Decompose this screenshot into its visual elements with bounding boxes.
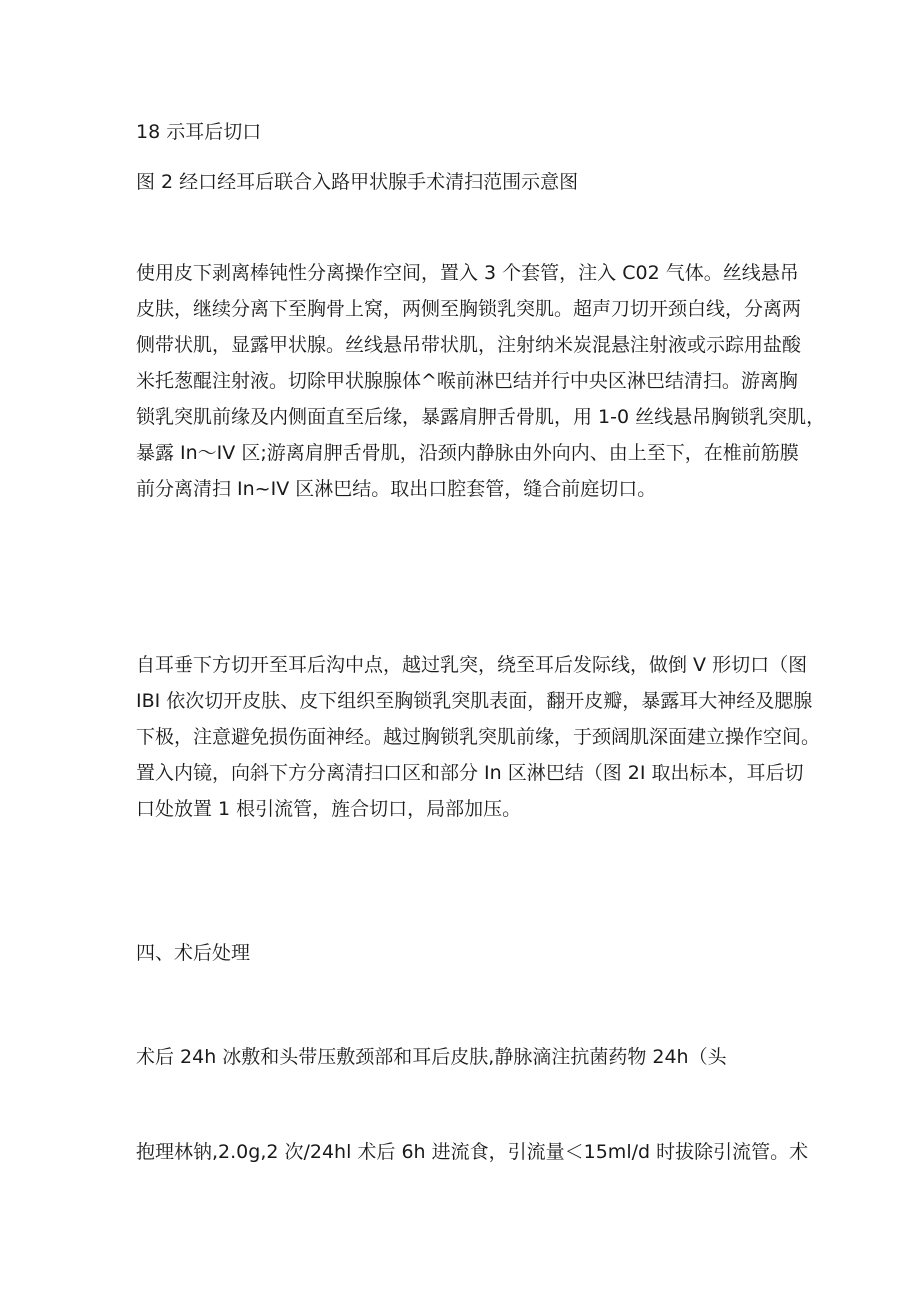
postop-line-2: 抱理林钠,2.0g,2 次/24hl 术后 6h 进流食，引流量＜15ml/d 时拔除引流管。术 [136, 1141, 809, 1163]
paragraph-line: 使用皮下剥离棒钝性分离操作空间，置入 3 个套管，注入 C02 气体。丝线悬吊 [136, 262, 799, 284]
figure-caption-2: 图 2 经口经耳后联合入路甲状腺手术清扫范围示意图 [136, 171, 579, 193]
paragraph-line: IBI 依次切开皮肤、皮下组织至胸锁乳突肌表面，翻开皮瓣，暴露耳大神经及腮腺 [136, 690, 813, 712]
postop-line-1: 术后 24h 冰敷和头带压敷颈部和耳后皮肤,静脉滴注抗菌药物 24h（头 [136, 1046, 727, 1068]
figure-caption-1: 18 示耳后切口 [136, 121, 262, 143]
paragraph-line: 口处放置 1 根引流管，旌合切口，局部加压。 [136, 798, 522, 820]
section-heading: 四、术后处理 [136, 942, 251, 964]
paragraph-line: 前分离清扫 In~IV 区淋巴结。取出口腔套管，缝合前庭切口。 [136, 478, 657, 500]
paragraph-line: 皮肤，继续分离下至胸骨上窝，两侧至胸锁乳突肌。超声刀切开颈白线，分离两 [136, 298, 802, 320]
paragraph-surgery-retroauricular [136, 647, 821, 827]
paragraph-line: 置入内镜，向斜下方分离清扫口区和部分 In 区淋巴结（图 2I 取出标本，耳后切 [136, 762, 804, 784]
paragraph-line: 暴露 In〜IV 区;游离肩胛舌骨肌，沿颈内静脉由外向内、由上至下，在椎前筋膜 [136, 442, 799, 464]
paragraph-line: 自耳垂下方切开至耳后沟中点，越过乳突，绕至耳后发际线，做倒 V 形切口（图 [136, 654, 808, 676]
paragraph-line: 米托葱醌注射液。切除甲状腺腺体^喉前淋巴结并行中央区淋巴结清扫。游离胸 [136, 370, 798, 392]
paragraph-line: 锁乳突肌前缘及内侧面直至后缘，暴露肩胛舌骨肌，用 1-0 丝线悬吊胸锁乳突肌， [136, 406, 826, 428]
paragraph-line: 侧带状肌，显露甲状腺。丝线悬吊带状肌，注射纳米炭混悬注射液或示踪用盐酸 [136, 334, 802, 356]
paragraph-line: 下极，注意避免损伤面神经。越过胸锁乳突肌前缘，于颈阔肌深面建立操作空间。 [136, 726, 821, 748]
paragraph-surgery-oral [136, 255, 826, 507]
